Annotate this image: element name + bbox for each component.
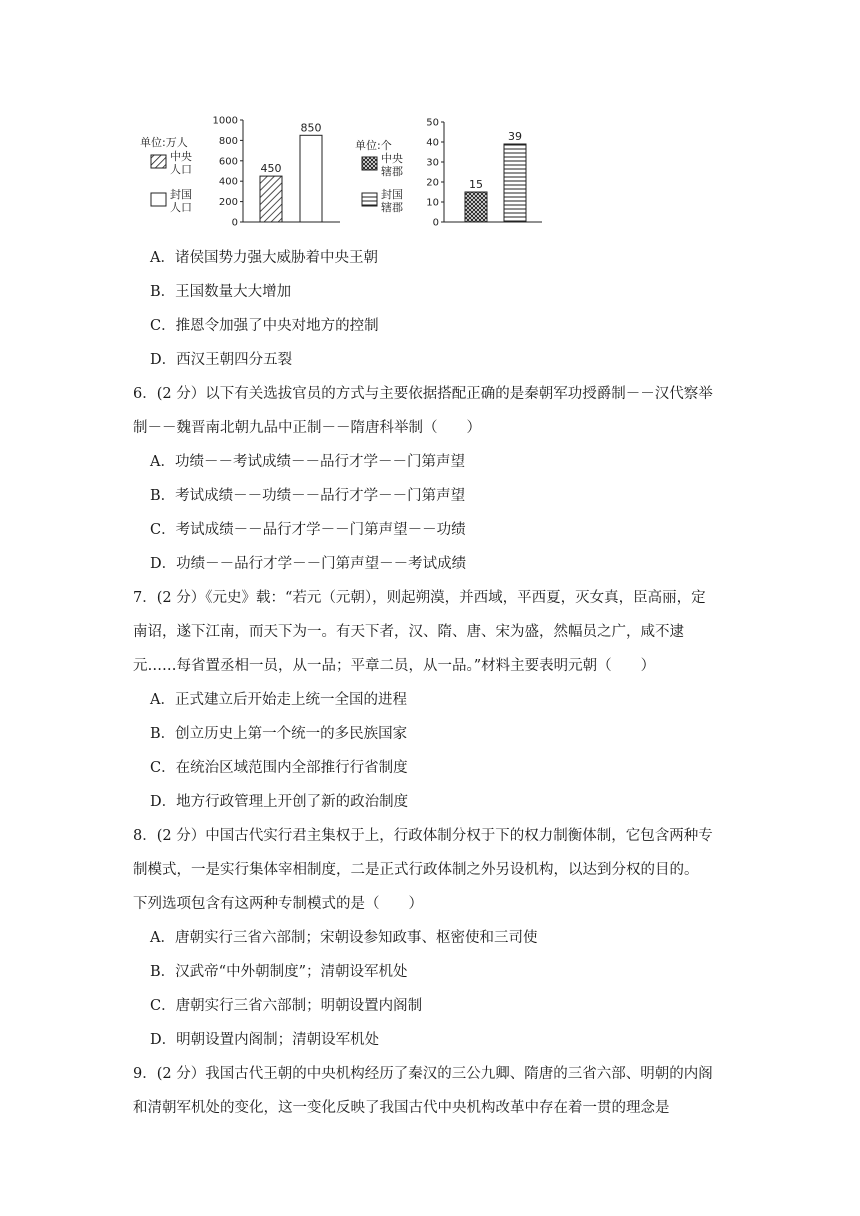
chart1-legend-label-central-1: 中央 — [170, 150, 192, 163]
chart2-legend-swatch-central — [362, 157, 377, 170]
question-stem: 6．(2 分）以下有关选拔官员的方式与主要依据搭配正确的是秦朝军功授爵制－－汉代察举 — [133, 386, 713, 402]
answer-option: D．明朝设置内阁制；清朝设军机处 — [150, 1032, 380, 1048]
y-tick-label: 10 — [426, 197, 439, 209]
question-stem-continued: 南诏，遂下江南，而天下为一。有天下者，汉、隋、唐、宋为盛，然幅员之广，咸不逮 — [133, 624, 684, 640]
answer-option: A．功绩－－考试成绩－－品行才学－－门第声望 — [150, 454, 465, 470]
bar — [300, 135, 322, 222]
chart-population — [140, 116, 340, 229]
y-tick-label: 800 — [218, 135, 238, 147]
y-tick-label: 50 — [426, 117, 439, 129]
answer-option: D．地方行政管理上开创了新的政治制度 — [150, 794, 409, 810]
bar-value-label: 850 — [300, 121, 322, 135]
answer-option: B．创立历史上第一个统一的多民族国家 — [150, 726, 408, 742]
answer-option: C．在统治区域范围内全部推行行省制度 — [150, 760, 408, 776]
chart2-unit-label: 单位:个 — [355, 139, 392, 152]
question-stem-continued: 制模式，一是实行集体宰相制度，二是正式行政体制之外另设机构，以达到分权的目的。 — [133, 862, 699, 878]
y-tick-label: 400 — [218, 176, 238, 188]
answer-option: D．功绩－－品行才学－－门第声望－－考试成绩 — [150, 556, 467, 572]
chart1-legend-swatch-central — [151, 155, 166, 168]
y-tick-label: 600 — [218, 156, 238, 168]
question-stem: 8．(2 分）中国古代实行君主集权于上，行政体制分权于下的权力制衡体制，它包含两种专 — [133, 828, 713, 844]
question-stem: 9．(2 分）我国古代王朝的中央机构经历了秦汉的三公九卿、隋唐的三省六部、明朝的内阁 — [133, 1066, 713, 1082]
bar-value-label: 450 — [260, 162, 282, 176]
bar — [504, 144, 526, 222]
answer-option: B．王国数量大大增加 — [150, 284, 292, 300]
y-tick-label: 40 — [426, 137, 439, 149]
y-tick-label: 0 — [231, 217, 238, 229]
answer-option: C．唐朝实行三省六部制；明朝设置内阁制 — [150, 998, 423, 1014]
answer-option: B．考试成绩－－功绩－－品行才学－－门第声望 — [150, 488, 466, 504]
answer-option: D．西汉王朝四分五裂 — [150, 352, 293, 368]
answer-option: A．唐朝实行三省六部制；宋朝设参知政事、枢密使和三司使 — [150, 930, 538, 946]
answer-option: A．诸侯国势力强大威胁着中央王朝 — [150, 250, 378, 266]
y-tick-label: 30 — [426, 157, 439, 169]
y-tick-label: 1000 — [212, 115, 238, 127]
chart2-legend-label-fief-2: 辖郡 — [381, 201, 403, 214]
bar — [465, 192, 487, 222]
chart1-legend-label-central-2: 人口 — [170, 163, 192, 176]
bar-value-label: 39 — [508, 130, 522, 143]
y-tick-label: 0 — [432, 217, 439, 229]
answer-option: A．正式建立后开始走上统一全国的进程 — [150, 692, 407, 708]
answer-option: C．考试成绩－－品行才学－－门第声望－－功绩 — [150, 522, 466, 538]
bar-charts — [140, 112, 560, 236]
y-tick-label: 200 — [218, 197, 238, 209]
chart-commanderies — [355, 118, 542, 229]
answer-option: C．推恩令加强了中央对地方的控制 — [150, 318, 379, 334]
chart1-legend-label-fief-2: 人口 — [170, 201, 192, 214]
question-stem-continued: 元……每省置丞相一员，从一品；平章二员，从一品。”材料主要表明元朝（ ） — [133, 658, 656, 674]
chart2-legend-label-central-2: 辖郡 — [381, 165, 403, 178]
chart2-legend-label-central-1: 中央 — [381, 152, 403, 165]
question-stem: 7．(2 分）《元史》载：“若元（元朝），则起朔漠，并西域，平西夏，灭女真，臣高丽，定 — [133, 590, 706, 606]
answer-option: B．汉武帝“中外朝制度”；清朝设军机处 — [150, 964, 408, 980]
y-tick-label: 20 — [426, 177, 439, 189]
question-stem-continued: 下列选项包含有这两种专制模式的是（ ） — [133, 896, 423, 912]
chart1-unit-label: 单位:万人 — [140, 136, 188, 149]
chart1-legend-label-fief-1: 封国 — [170, 188, 192, 201]
bar — [260, 176, 282, 222]
bar-value-label: 15 — [469, 178, 483, 191]
chart2-legend-swatch-fief — [362, 193, 377, 206]
chart1-legend-swatch-fief — [151, 193, 166, 206]
question-stem-continued: 和清朝军机处的变化，这一变化反映了我国古代中央机构改革中存在着一贯的理念是 — [133, 1100, 670, 1116]
question-stem-continued: 制－－魏晋南北朝九品中正制－－隋唐科举制（ ） — [133, 420, 481, 436]
chart2-legend-label-fief-1: 封国 — [381, 188, 403, 201]
